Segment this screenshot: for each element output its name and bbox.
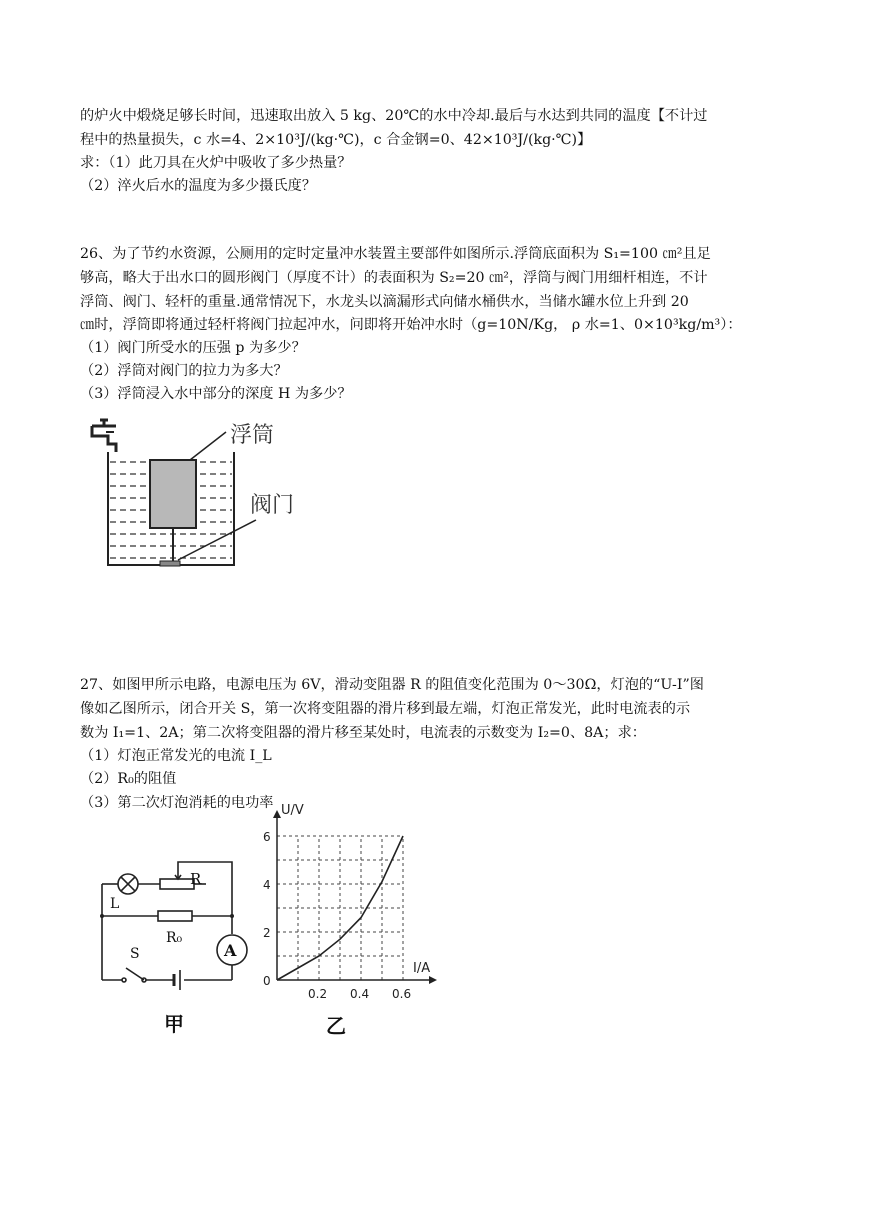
y-tick-label: 2 (263, 926, 271, 940)
q26-line5: （1）阀门所受水的压强 p 为多少？ (80, 340, 306, 356)
q25-line3: 求：（1）此刀具在火炉中吸收了多少热量？ (80, 155, 352, 171)
caption-yi: 乙 (326, 1014, 346, 1038)
switch-S (126, 968, 144, 980)
q26-line7: （3）浮筒浸入水中部分的深度 H 为多少？ (80, 386, 352, 402)
valve-label: 阀门 (250, 493, 295, 518)
q27-line4: （1）灯泡正常发光的电流 I_L (80, 748, 272, 764)
float-valve-figure (86, 418, 316, 578)
x-tick-label: 0.4 (350, 987, 370, 1001)
q27-line6: （3）第二次灯泡消耗的电功率 (80, 795, 274, 811)
circuit-diagram (96, 850, 246, 990)
q27-line5: （2）R₀的阻值 (80, 771, 177, 787)
q26-line1: 26、为了节约水资源，公厕用的定时定量冲水装置主要部件如图所示.浮筒底面积为 S₁=100 ㎝²且足 (80, 246, 711, 262)
label-R: R (190, 870, 202, 888)
y-tick-label: 6 (263, 830, 271, 844)
y-axis-label: U/V (281, 803, 304, 818)
label-R0: R₀ (166, 930, 183, 946)
label-L: L (110, 896, 120, 912)
y-axis-arrow (273, 810, 281, 818)
x-tick-label: 0.2 (308, 987, 328, 1001)
y-tick-label: 4 (263, 878, 271, 892)
circuit-figure (96, 850, 246, 1036)
resistor-R0 (158, 911, 192, 921)
x-axis-label: I/A (413, 961, 431, 976)
q26-line3: 浮筒、阀门、轻杆的重量.通常情况下，水龙头以滴漏形式向储水桶供水，当储水罐水位上升到 20 (80, 294, 689, 310)
q25-line1: 的炉火中煅烧足够长时间，迅速取出放入 5 kg、20℃的水中冷却.最后与水达到共同的温度【不计过 (80, 108, 708, 124)
rheostat-R (160, 879, 194, 889)
q26-line4: ㎝时，浮筒即将通过轻杆将阀门拉起冲水，问即将开始冲水时（g=10N/Kg， ρ 水=1、0×10³kg/m³）： (80, 317, 742, 333)
y-tick-label: 0 (263, 974, 271, 988)
label-A: A (224, 941, 237, 960)
q26-line6: （2）浮筒对阀门的拉力为多大？ (80, 363, 288, 379)
q27-line3: 数为 I₁=1、2A；第二次将变阻器的滑片移至某处时，电流表的示数变为 I₂=0、8A；求： (80, 725, 646, 741)
float-cylinder (150, 460, 196, 528)
x-tick-label: 0.6 (392, 987, 412, 1001)
q27-line2: 像如乙图所示，闭合开关 S，第一次将变阻器的滑片移到最左端，灯泡正常发光，此时电流表的示 (80, 701, 691, 717)
valve-plate (160, 561, 180, 566)
ui-chart (252, 803, 452, 1002)
q25-line4: （2）淬火后水的温度为多少摄氏度？ (80, 178, 317, 194)
q25-line2: 程中的热量损失，c 水=4、2×10³J/(kg·℃)，c 合金钢=0、42×10³J/(kg·℃)】 (80, 132, 592, 148)
caption-jia: 甲 (164, 1012, 184, 1036)
ui-graph-figure (252, 803, 452, 1042)
q27-line1: 27、如图甲所示电路，电源电压为 6V，滑动变阻器 R 的阻值变化范围为 0～30Ω，灯泡的“U-I”图 (80, 677, 704, 693)
float-label: 浮筒 (230, 423, 275, 448)
x-axis-arrow (429, 976, 437, 984)
q26-line2: 够高，略大于出水口的圆形阀门（厚度不计）的表面积为 S₂=20 ㎝²，浮筒与阀门用细杆相连，不计 (80, 270, 708, 286)
faucet-icon (92, 420, 116, 452)
label-S: S (130, 946, 140, 962)
